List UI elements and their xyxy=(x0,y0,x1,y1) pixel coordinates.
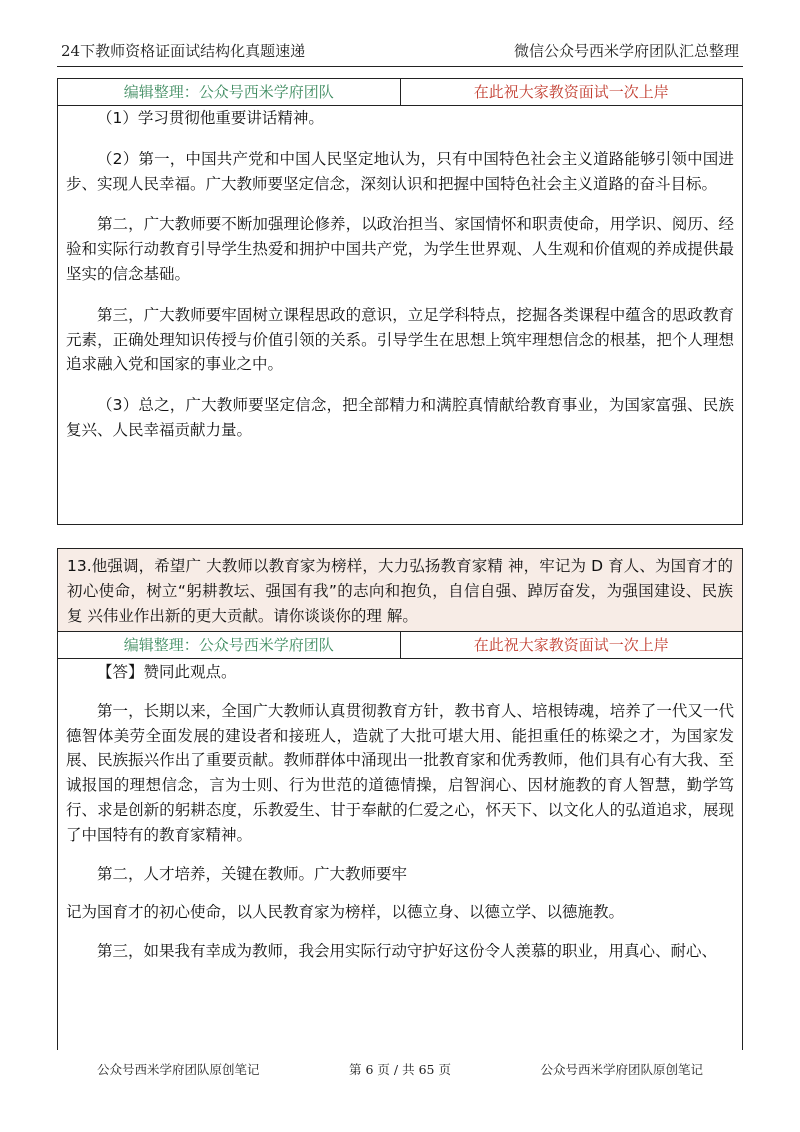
page-number: 第 6 页 / 共 65 页 xyxy=(349,1062,451,1077)
header-divider xyxy=(57,66,743,67)
answer-paragraph: 【答】赞同此观点。 xyxy=(97,663,237,681)
footer-left: 公众号西米学府团队原创笔记 xyxy=(97,1062,260,1077)
answer-paragraph: （2）第一，中国共产党和中国人民坚定地认为，只有中国特色社会主义道路能够引领中国进步、实现人民幸福。广大教师要坚定信念，深刻认识和把握中国特色社会主义道路的奋斗目标。 xyxy=(66,149,734,193)
editor-credit: 编辑整理：公众号西米学府团队 xyxy=(58,632,401,658)
question-box xyxy=(57,548,743,632)
answer-body-2 xyxy=(66,660,734,964)
answer-paragraph: （3）总之，广大教师要坚定信念，把全部精力和满腔真情献给教育事业，为国家富强、民族复兴、人民幸福贡献力量。 xyxy=(66,396,734,439)
page-footer xyxy=(57,1060,743,1080)
wish-text: 在此祝大家教资面试一次上岸 xyxy=(473,83,669,101)
footer-right: 公众号西米学府团队原创笔记 xyxy=(540,1062,703,1077)
answer-paragraph: 记为国育才的初心使命，以人民教育家为榜样，以德立身、以德立学、以德施教。 xyxy=(66,903,625,922)
answer-paragraph: 第二，广大教师要不断加强理论修养，以政治担当、家国情怀和职责使命，用学识、阅历、经验和实际行动教育引导学生热爱和拥护中国共产党，为学生世界观、人生观和价值观的养成提供最坚实的信念基础。 xyxy=(66,215,734,283)
editor-banner xyxy=(57,78,743,106)
answer-paragraph: （1）学习贯彻他重要讲话精神。 xyxy=(97,109,324,127)
wish-text: 在此祝大家教资面试一次上岸 xyxy=(473,636,669,654)
answer-paragraph: 第三，广大教师要牢固树立课程思政的意识，立足学科特点，挖掘各类课程中蕴含的思政教育元素，正确处理知识传授与价值引领的关系。引导学生在思想上筑牢理想信念的根基，把个人理想追求融入党和国家的事业之中。 xyxy=(66,305,734,374)
page-header xyxy=(57,36,743,64)
header-left-title: 24下教师资格证面试结构化真题速递 xyxy=(61,42,306,60)
answer-paragraph: 第一，长期以来，全国广大教师认真贯彻教育方针，教书育人、培根铸魂，培养了一代又一代德智体美劳全面发展的建设者和接班人，造就了大批可堪大用、能担重任的栋梁之才，为国家发展、民族振兴作出了重要贡献。教师群体中涌现出一批教育家和优秀教师，他们具有心有大我、至诚报国的理想信念，言为士则、行为世范的道德情操，启智润心、因材施教的育人智慧，勤学笃行、求是创新的躬耕态度，乐教爱生、甘于奉献的仁爱之心，怀天下、以文化人的弘道追求，展现了中国特有的教育家精神。 xyxy=(66,701,734,844)
question-text: 13.他强调，希望广 大教师以教育家为榜样，大力弘扬教育家精 神，牢记为 D 育人、为国育才的初心使命，树立“躬耕教坛、强国有我”的志向和抱负，自信自强、踔厉奋发，为强国建设、民族复 兴伟业作出新的更大贡献。请你谈谈你的理 解。 xyxy=(67,557,733,626)
editor-credit: 编辑整理：公众号西米学府团队 xyxy=(58,79,401,105)
editor-banner xyxy=(57,631,743,659)
answer-paragraph: 第三，如果我有幸成为教师，我会用实际行动守护好这份令人羡慕的职业，用真心、耐心、 xyxy=(97,942,718,961)
answer-body-1 xyxy=(66,106,734,443)
answer-paragraph: 第二，人才培养，关键在教师。广大教师要牢 xyxy=(97,864,408,883)
header-right-title: 微信公众号西米学府团队汇总整理 xyxy=(513,42,739,60)
